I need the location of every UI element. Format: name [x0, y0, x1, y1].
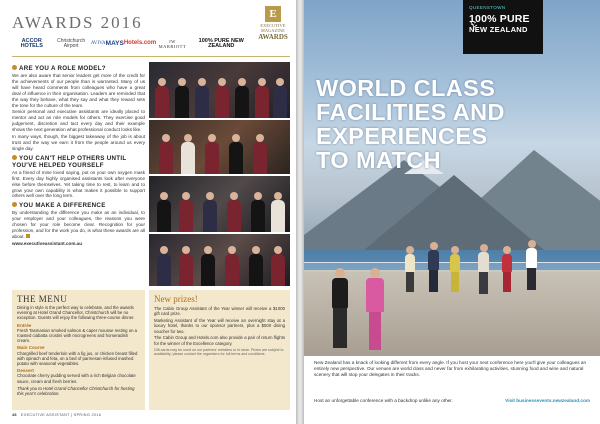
prizes-paragraph: The Cabin Group Assistant of the Year winner will receive a $1000 gift card prize.: [154, 306, 285, 317]
guest-figure: [195, 78, 209, 118]
sponsor-logo: ACCOR HOTELS: [20, 37, 43, 49]
guest-figure: [155, 78, 169, 118]
fern-icon: [469, 20, 479, 30]
section-heading: [12, 155, 145, 169]
article-byline[interactable]: www.executiveassistant.com.au: [12, 240, 83, 246]
prizes-paragraph: The Cabin Group and Hotels.com also provide a pair of return flights for the winner of the Excellence category.: [154, 335, 285, 346]
guest-figure: [271, 192, 285, 232]
article-paragraph: Senior personal and executive assistants are ideally placed to mentor and act as role models for others. They exercise good judgement, discretion and tact every day and their example shows the next generation what professional conduct looks like.: [12, 109, 145, 133]
guest-figure: [179, 192, 193, 232]
spine-gutter: [296, 0, 304, 424]
article-paragraph: As a friend of mine loved saying, put on your own oxygen mask first. Every day highly organised assistants look after everyone else before themselves. Yet taking time to rest, to learn and to grow your own capability is what makes it possible to support others well over the long term.: [12, 169, 145, 199]
guest-figure: [203, 192, 217, 232]
event-photo: [149, 176, 290, 232]
awards-logo: [256, 6, 290, 56]
awards-logo-line3: AWARDS: [258, 33, 288, 41]
section-heading: [12, 202, 145, 209]
guest-figure: [502, 246, 512, 292]
menu-footnote: Thank you to Hotel Grand Chancellor Christchurch for hosting this year's celebration.: [17, 385, 135, 397]
sponsor-logo: JW MARRIOTT: [158, 38, 187, 49]
menu-course-text: Chargrilled beef tenderloin with a fig jus, or chicken breast filled with spinach and feta, on a bed of parmesan-infused mashed potato with seasonal vegetables.: [17, 350, 138, 367]
awards-logo-line1: EXECUTIVE: [260, 23, 286, 28]
prizes-panel: [149, 290, 290, 410]
article-paragraph: We are also aware that senior leaders get more of the credit for the achievements of our people than is warranted. Many of us will have heard comments from colleagues who have a great deal of influence in their organisation. Leaders are reminded that the way they behave, what they say and what they reward sets the tone for the culture of the team.: [12, 73, 145, 108]
headline-line: EXPERIENCES: [316, 123, 488, 149]
article-paragraph-text: By understanding the difference you make as an individual, to your employer and your colleagues, the reasons you were chosen for your role become clear. Recognition for your profession, and for the work you do, is what these awards are all about.: [12, 210, 145, 239]
menu-course-name: Entrée: [17, 322, 32, 328]
sponsor-logo: MAYS: [105, 40, 124, 48]
guest-figure: [526, 240, 537, 290]
guest-figure: [175, 78, 189, 118]
section-heading: [12, 65, 145, 72]
guest-figure: [157, 192, 171, 232]
guest-figure: [201, 246, 215, 286]
page-footer: 48 EXECUTIVE ASSISTANT | SPRING 2016: [12, 413, 102, 417]
guest-figure: [229, 134, 243, 174]
guest-figure: [159, 134, 173, 174]
bullet-icon: [12, 155, 17, 160]
guest-figure: [157, 246, 171, 286]
sponsor-logo: 100% PURE NEW ZEALAND: [198, 37, 244, 49]
guest-figure: [181, 134, 195, 174]
guest-figure: [249, 246, 263, 286]
advert-headline: [316, 76, 596, 172]
event-photo: [149, 120, 290, 174]
guest-figure: [227, 192, 241, 232]
advert-copy: New Zealand has a knack of looking different from every angle. If you host your next conference here you'll give your colleagues an entirely new perspective. Our venues are world class and never far from exhilarating activities, stunning food and wine and natural scenery that will stop your delegates in their tracks.: [314, 360, 587, 378]
awards-seal-icon: E: [265, 6, 281, 22]
header-divider: [12, 56, 290, 57]
guest-figure: [179, 246, 193, 286]
badge-sub-text: NEW ZEALAND: [469, 25, 528, 34]
guest-figure: [205, 134, 219, 174]
sponsor-logos: [12, 36, 254, 52]
guest-figure: [225, 246, 239, 286]
menu-course-text: Fresh Tasmanian smoked salmon & caper mousse resting on a roasted ciabatta crostini with microgreens and horseradish cream.: [17, 327, 138, 344]
guest-figure: [273, 78, 287, 118]
sponsor-logo: Christchurch Airport: [57, 37, 86, 49]
guest-figure: [255, 78, 269, 118]
guest-figure: [478, 244, 489, 294]
magazine-name: EXECUTIVE ASSISTANT: [20, 413, 70, 417]
guest-figure: [366, 268, 384, 350]
menu-course-text: Chocolate cherry pudding served with a rich Belgian chocolate sauce, cream and fresh berries.: [17, 373, 136, 384]
menu-intro: Dining in style is the perfect way to celebrate, and the awards evening at Hotel Grand Chancellor, Christchurch will be no exception. Guests will enjoy the following three-course dinner.: [17, 305, 135, 321]
menu-course-name: Dessert: [17, 368, 34, 374]
section-heading-text: YOU CAN'T HELP OTHERS UNTIL YOU'VE HELPED YOURSELF: [12, 154, 127, 169]
prizes-title: New prizes!: [154, 294, 198, 304]
bullet-icon: [12, 202, 17, 207]
guest-figure: [450, 246, 460, 292]
bullet-icon: [12, 65, 17, 70]
headline-line: TO MATCH: [316, 147, 442, 173]
advert-copy-panel: [304, 356, 600, 424]
event-photo: [149, 62, 290, 118]
section-heading-text: YOU MAKE A DIFFERENCE: [19, 202, 106, 210]
menu-title: THE MENU: [17, 294, 68, 304]
advert-tagline: Host an unforgettable conference with a backdrop unlike any other.: [314, 398, 453, 403]
advert-cta-row: [314, 398, 590, 403]
end-mark-icon: [26, 234, 30, 238]
left-page: [0, 0, 296, 424]
guest-figure: [251, 192, 265, 232]
guest-figure: [332, 268, 348, 348]
page-number: 48: [12, 413, 17, 417]
menu-panel: [12, 290, 145, 410]
guest-figure: [271, 246, 285, 286]
badge-main-text: 100% PURE: [469, 13, 530, 25]
right-page-advert: [304, 0, 600, 424]
article-paragraph: In many ways, though, the biggest takeaway of the job is about trust and the way we earn it from the people around us every single day.: [12, 134, 145, 151]
guest-figure: [235, 78, 249, 118]
prizes-paragraph: Marketing Assistant of the Year will receive an overnight stay at a luxury hotel, thanks to our sponsor partners, plus a $500 dining voucher for two.: [154, 318, 285, 334]
section-heading-text: ARE YOU A ROLE MODEL?: [19, 65, 106, 72]
article-body: [12, 62, 145, 247]
menu-course-name: Main Course: [17, 345, 45, 351]
headline-line: WORLD CLASS: [316, 75, 496, 101]
page-title: AWARDS 2016: [12, 13, 143, 32]
guest-figure: [253, 134, 267, 174]
badge-location: QUEENSTOWN: [469, 5, 506, 10]
event-photo: [149, 234, 290, 286]
guest-figure: [428, 242, 439, 292]
guest-figure: [215, 78, 229, 118]
event-photo-collage: [149, 62, 290, 286]
sponsor-logo: AVIVA: [90, 41, 106, 47]
guest-figure: [405, 246, 415, 292]
sponsor-logo: Hotels.com: [123, 40, 157, 47]
nz-brand-badge: [463, 0, 543, 54]
awards-logo-line2: MAGAZINE: [261, 28, 285, 33]
prizes-terms: Gift cards may be used on our partners' websites or in store. Prizes are subject to availability; please contact the organisers for full terms and conditions.: [154, 347, 284, 356]
issue-label: SPRING 2016: [73, 413, 102, 417]
article-paragraph: [12, 210, 145, 240]
headline-line: FACILITIES AND: [316, 99, 505, 125]
advert-website-link[interactable]: Visit businessevents.newzealand.com: [505, 398, 590, 403]
